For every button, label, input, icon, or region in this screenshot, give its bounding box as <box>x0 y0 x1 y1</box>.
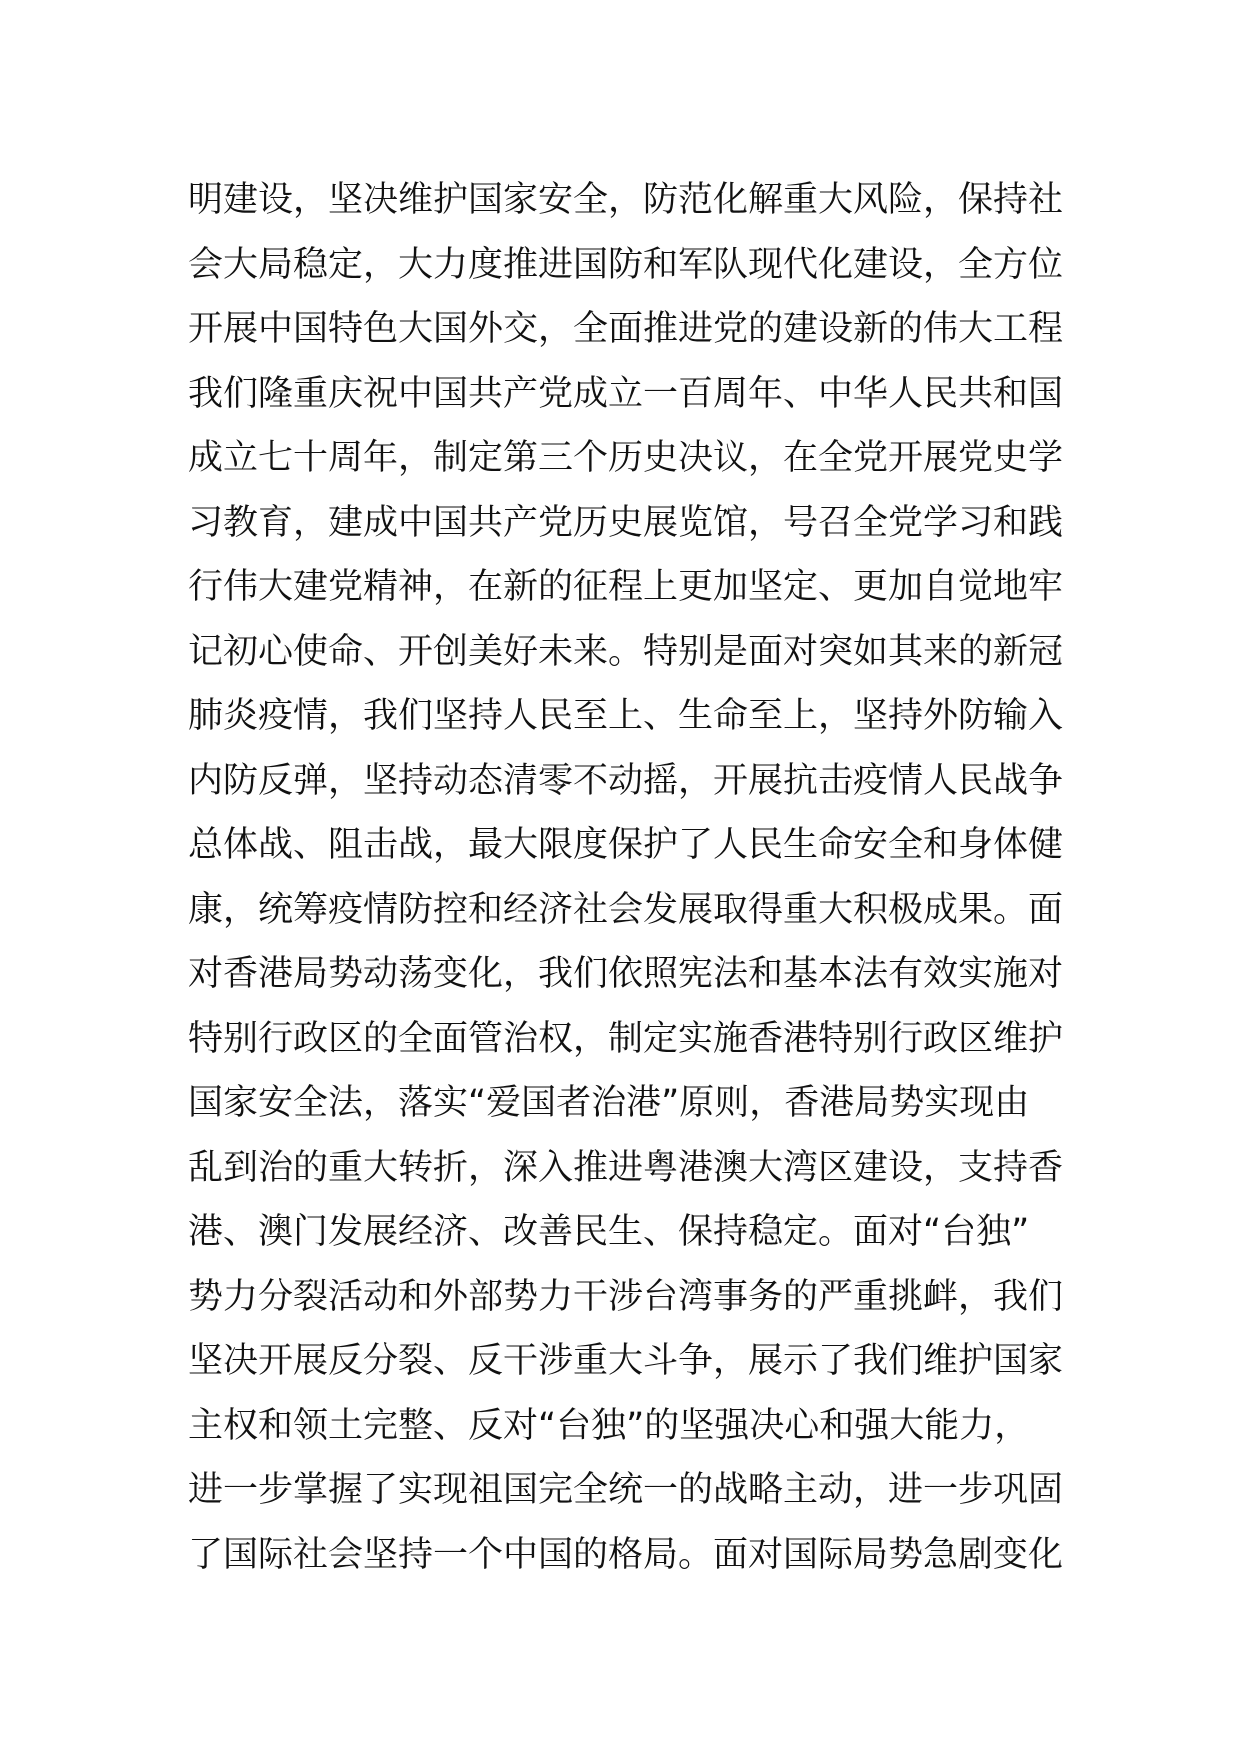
text-line: 进一步掌握了实现祖国完全统一的战略主动，进一步巩固 <box>188 1470 1064 1510</box>
text-line: 习教育，建成中国共产党历史展览馆，号召全党学习和践 <box>188 502 1064 543</box>
text-line: 主权和领土完整、反对“台独”的坚强决心和强大能力， <box>188 1405 1030 1446</box>
text-line: 对香港局势动荡变化，我们依照宪法和基本法有效实施对 <box>188 954 1064 994</box>
text-line: 总体战、阻击战，最大限度保护了人民生命安全和身体健 <box>188 825 1064 865</box>
text-line: 势力分裂活动和外部势力干涉台湾事务的严重挑衅，我们 <box>188 1276 1064 1317</box>
text-line: 我们隆重庆祝中国共产党成立一百周年、中华人民共和国 <box>188 373 1064 414</box>
text-line: 特别行政区的全面管治权，制定实施香港特别行政区维护 <box>188 1018 1064 1059</box>
text-line: 开展中国特色大国外交，全面推进党的建设新的伟大工程 <box>188 309 1064 349</box>
text-line: 内防反弹，坚持动态清零不动摇，开展抗击疫情人民战争 <box>188 760 1064 801</box>
text-line: 港、澳门发展经济、改善民生、保持稳定。面对“台独” <box>188 1212 1030 1252</box>
text-line: 国家安全法，落实“爱国者治港”原则，香港局势实现由 <box>188 1083 1030 1123</box>
text-line: 明建设，坚决维护国家安全，防范化解重大风险，保持社 <box>188 180 1064 220</box>
body-text <box>188 168 1068 1587</box>
text-line: 会大局稳定，大力度推进国防和军队现代化建设，全方位 <box>188 244 1064 285</box>
text-line: 康，统筹疫情防控和经济社会发展取得重大积极成果。面 <box>188 889 1064 930</box>
text-line: 了国际社会坚持一个中国的格局。面对国际局势急剧变化 <box>188 1534 1064 1575</box>
text-line: 坚决开展反分裂、反干涉重大斗争，展示了我们维护国家 <box>188 1341 1064 1381</box>
text-line: 肺炎疫情，我们坚持人民至上、生命至上，坚持外防输入 <box>188 696 1064 736</box>
text-line: 乱到治的重大转折，深入推进粤港澳大湾区建设，支持香 <box>188 1147 1064 1188</box>
text-line: 记初心使命、开创美好未来。特别是面对突如其来的新冠 <box>188 631 1064 672</box>
text-line: 成立七十周年，制定第三个历史决议，在全党开展党史学 <box>188 438 1064 478</box>
text-line: 行伟大建党精神，在新的征程上更加坚定、更加自觉地牢 <box>188 567 1064 607</box>
